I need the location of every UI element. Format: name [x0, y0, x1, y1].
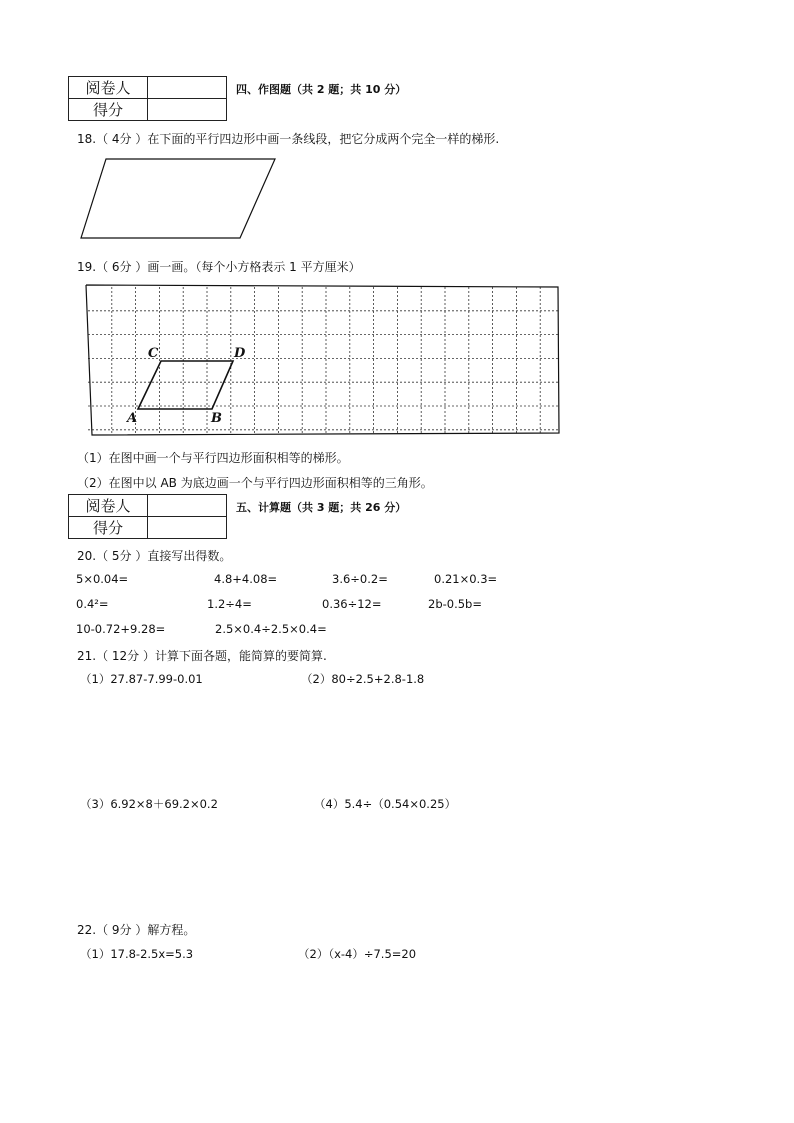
q21-p2: （2）80÷2.5+2.8-1.8: [301, 672, 425, 686]
q20-r2c2: 1.2÷4=: [207, 597, 252, 611]
q20-r2c4: 2b-0.5b=: [428, 597, 482, 611]
q20-r1c1: 5×0.04=: [76, 572, 129, 586]
q22-text: 22.（ 9分 ）解方程。: [77, 923, 196, 937]
q20-r3c2: 2.5×0.4÷2.5×0.4=: [215, 622, 327, 636]
point-c-label: C: [148, 346, 159, 361]
q20-text: 20.（ 5分 ）直接写出得数。: [77, 549, 232, 563]
section5-grader-table: [68, 494, 227, 539]
q21-text: 21.（ 12分 ）计算下面各题，能简算的要简算.: [77, 649, 327, 663]
section4-title: 四、作图题（共 2 题；共 10 分）: [236, 83, 407, 96]
grader-label: 阅卷人: [69, 495, 148, 517]
q20-r2c3: 0.36÷12=: [322, 597, 382, 611]
score-label: 得分: [69, 517, 148, 539]
point-b-label: B: [211, 411, 222, 426]
q20-r1c4: 0.21×0.3=: [434, 572, 498, 586]
q22-p2: （2）（x-4）÷7.5=20: [298, 947, 417, 961]
q19-text: 19.（ 6分 ）画一画。（每个小方格表示 1 平方厘米）: [77, 260, 361, 274]
score-label: 得分: [69, 99, 148, 121]
q19-sub2: （2）在图中以 AB 为底边画一个与平行四边形面积相等的三角形。: [77, 476, 433, 490]
section5-title: 五、计算题（共 3 题；共 26 分）: [236, 501, 407, 514]
q21-p3: （3）6.92×8＋69.2×0.2: [80, 797, 218, 811]
q20-r1c3: 3.6÷0.2=: [332, 572, 388, 586]
q19-parallelogram: [138, 361, 233, 409]
point-d-label: D: [234, 346, 246, 361]
q21-p1: （1）27.87-7.99-0.01: [80, 672, 203, 686]
q20-r2c1: 0.4²=: [76, 597, 109, 611]
grader-label: 阅卷人: [69, 77, 148, 99]
q18-text: 18.（ 4分 ）在下面的平行四边形中画一条线段，把它分成两个完全一样的梯形.: [77, 132, 500, 146]
q20-r3c1: 10-0.72+9.28=: [76, 622, 166, 636]
point-a-label: A: [127, 411, 138, 426]
grader-blank: [148, 495, 227, 517]
q20-r1c2: 4.8+4.08=: [214, 572, 278, 586]
q19-grid: [0, 0, 794, 450]
q19-sub1: （1）在图中画一个与平行四边形面积相等的梯形。: [77, 451, 349, 465]
q21-p4: （4）5.4÷（0.54×0.25）: [314, 797, 457, 811]
score-blank: [148, 517, 227, 539]
q22-p1: （1）17.8-2.5x=5.3: [80, 947, 194, 961]
